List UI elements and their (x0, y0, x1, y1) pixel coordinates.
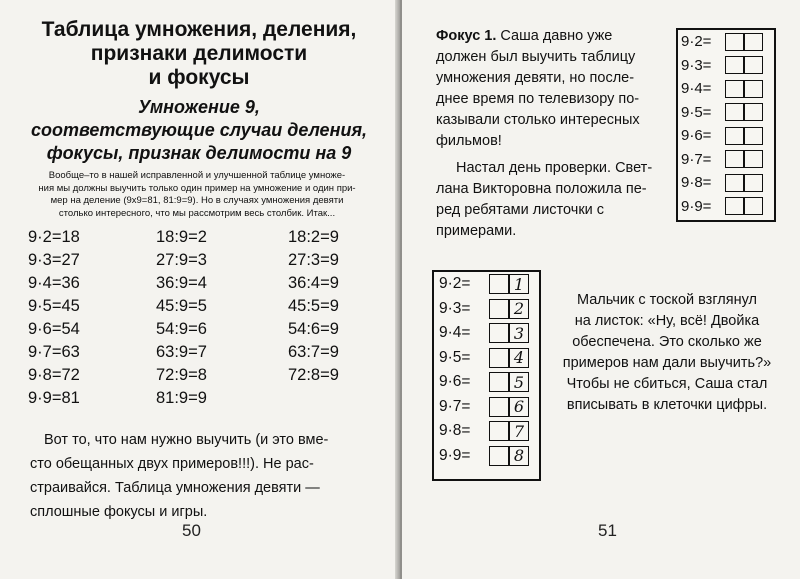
table-row (28, 272, 368, 295)
worksheet-row (434, 419, 539, 444)
worksheet-example: 9·3= (681, 56, 712, 74)
title-line: Таблица умножения, деления, (41, 18, 357, 41)
answer-cell (744, 103, 763, 121)
worksheet-example: 9·3= (439, 299, 471, 317)
table-cell: 72:8=9 (288, 366, 339, 384)
written-digit: 3 (509, 323, 529, 343)
section-subtitle (18, 96, 380, 165)
answer-cell (489, 397, 509, 417)
written-digit: 1 (509, 274, 529, 294)
answer-cell (744, 174, 763, 192)
table-cell: 9·7=63 (28, 343, 80, 361)
fokus-line: лана Викторовна положила пе- (436, 181, 647, 197)
worksheet-example: 9·6= (681, 127, 712, 145)
worksheet-row (434, 346, 539, 371)
title-line: и фокусы (148, 66, 250, 89)
fokus-line: должен был выучить таблицу (436, 49, 636, 65)
answer-cell (744, 33, 763, 51)
worksheet-example: 9·5= (439, 348, 471, 366)
story-line: на листок: «Ну, всё! Двойка (574, 313, 760, 329)
written-digit: 7 (509, 421, 529, 441)
worksheet-row (678, 124, 774, 148)
table-cell: 72:9=8 (156, 366, 207, 384)
worksheet-row (434, 395, 539, 420)
table-cell: 27:3=9 (288, 251, 339, 269)
answer-cell (725, 150, 744, 168)
answer-cell (489, 323, 509, 343)
worksheet-row (678, 195, 774, 219)
table-cell: 45:9=5 (156, 297, 207, 315)
worksheet-example: 9·9= (439, 446, 471, 464)
answer-cell (744, 56, 763, 74)
table-row (28, 364, 368, 387)
right-page (402, 0, 800, 579)
table-cell: 9·9=81 (28, 389, 80, 407)
subtitle-line: соответствующие случаи деления, (30, 120, 368, 140)
worksheet-row (434, 444, 539, 469)
table-row (28, 249, 368, 272)
worksheet-example: 9·7= (439, 397, 471, 415)
worksheet-example: 9·4= (439, 324, 471, 342)
answer-cell (725, 174, 744, 192)
answer-cell (725, 103, 744, 121)
story-line: примеров нам дали выучить?» (562, 355, 772, 371)
fokus-line: ред ребятами листочки с (436, 202, 605, 218)
page-title (18, 18, 380, 90)
answer-cell (744, 127, 763, 145)
paragraph-line: страивайся. Таблица умножения девяти — (30, 480, 320, 496)
table-row (28, 318, 368, 341)
answer-cell (725, 33, 744, 51)
written-digit: 4 (509, 348, 529, 368)
paragraph-line: Вот то, что нам нужно выучить (и это вме- (44, 432, 329, 448)
written-digit: 6 (509, 397, 529, 417)
written-digit: 8 (509, 446, 529, 466)
fokus-line: умножения девяти, но после- (436, 70, 635, 86)
worksheet-example: 9·2= (681, 33, 712, 51)
answer-cell (489, 348, 509, 368)
table-row (28, 387, 368, 410)
title-line: признаки делимости (90, 42, 308, 65)
answer-cell (489, 421, 509, 441)
fokus-line: примерами. (436, 223, 517, 239)
answer-cell (744, 197, 763, 215)
table-cell: 18:2=9 (288, 228, 339, 246)
worksheet-example: 9·7= (681, 150, 712, 168)
table-cell: 9·6=54 (28, 320, 80, 338)
story-line: обеспечена. Это сколько же (572, 334, 762, 350)
worksheet-example: 9·6= (439, 373, 471, 391)
answer-cell (489, 446, 509, 466)
worksheet-example: 9·4= (681, 80, 712, 98)
table-cell: 9·3=27 (28, 251, 80, 269)
worksheet-example: 9·2= (439, 275, 471, 293)
fokus-line: казывали столько интересных (436, 112, 640, 128)
fokus-label: Фокус 1. (436, 28, 497, 44)
fokus-line: Настал день проверки. Свет- (456, 160, 653, 176)
story-line: Мальчик с тоской взглянул (576, 292, 758, 308)
table-cell: 9·2=18 (28, 228, 80, 246)
table-cell: 9·4=36 (28, 274, 80, 292)
worksheet-row (434, 370, 539, 395)
answer-cell (744, 150, 763, 168)
worksheet-row (678, 171, 774, 195)
table-cell: 27:9=3 (156, 251, 207, 269)
story-text (552, 290, 782, 416)
fokus-line: фильмов! (436, 133, 502, 149)
fokus-first-line (436, 26, 676, 47)
answer-cell (725, 197, 744, 215)
worksheet-row (434, 297, 539, 322)
story-line: вписывать в клеточки цифры. (566, 397, 768, 413)
worksheet-row (678, 77, 774, 101)
table-cell: 9·5=45 (28, 297, 80, 315)
answer-cell (489, 274, 509, 294)
worksheet-example: 9·5= (681, 103, 712, 121)
answer-cell (725, 56, 744, 74)
paragraph-line: сто обещанных двух примеров!!!). Не рас- (30, 456, 314, 472)
closing-paragraph (30, 428, 370, 524)
intro-line: Вообще–то в нашей исправленной и улучшенной таблице умноже- (48, 170, 346, 181)
table-cell: 18:9=2 (156, 228, 207, 246)
multiplication-table (28, 226, 368, 410)
worksheet-row (678, 101, 774, 125)
page-number: 50 (182, 521, 201, 540)
worksheet-example: 9·9= (681, 197, 712, 215)
worksheet-example: 9·8= (439, 422, 471, 440)
intro-line: столько интересного, что мы рассмотрим весь столбик. Итак... (58, 207, 336, 219)
intro-line: ния мы должны выучить только один пример на умножение и один при- (38, 182, 356, 194)
answer-cell (489, 372, 509, 392)
answer-cell (725, 80, 744, 98)
left-page (0, 0, 398, 579)
fokus-line: Саша давно уже (496, 28, 613, 44)
fokus-text (436, 26, 676, 242)
table-cell: 63:7=9 (288, 343, 339, 361)
worksheet-example: 9·8= (681, 174, 712, 192)
table-cell: 36:4=9 (288, 274, 339, 292)
table-cell: 36:9=4 (156, 274, 207, 292)
intro-text (22, 170, 372, 220)
written-digit: 5 (509, 372, 529, 392)
page-number: 51 (598, 521, 617, 540)
answer-cell (489, 299, 509, 319)
filled-worksheet-card (432, 270, 541, 481)
table-row (28, 341, 368, 364)
table-cell: 54:9=6 (156, 320, 207, 338)
table-cell: 45:5=9 (288, 297, 339, 315)
table-cell: 9·8=72 (28, 366, 80, 384)
intro-line: мер на деление (9х9=81, 81:9=9). Но в случаях умножения девяти (50, 195, 344, 206)
table-cell: 63:9=7 (156, 343, 207, 361)
table-cell: 54:6=9 (288, 320, 339, 338)
written-digit: 2 (509, 299, 529, 319)
subtitle-line: фокусы, признак делимости на 9 (46, 143, 352, 163)
empty-worksheet-card (676, 28, 776, 222)
story-line: Чтобы не сбиться, Саша стал (566, 376, 768, 392)
worksheet-row (434, 321, 539, 346)
answer-cell (744, 80, 763, 98)
worksheet-row (678, 54, 774, 78)
worksheet-row (678, 30, 774, 54)
table-cell: 81:9=9 (156, 389, 207, 407)
worksheet-row (434, 272, 539, 297)
worksheet-row (678, 148, 774, 172)
fokus-line: днее время по телевизору по- (436, 91, 640, 107)
subtitle-line: Умножение 9, (138, 97, 260, 117)
table-row (28, 226, 368, 249)
answer-cell (725, 127, 744, 145)
table-row (28, 295, 368, 318)
paragraph-line: сплошные фокусы и игры. (30, 504, 208, 520)
